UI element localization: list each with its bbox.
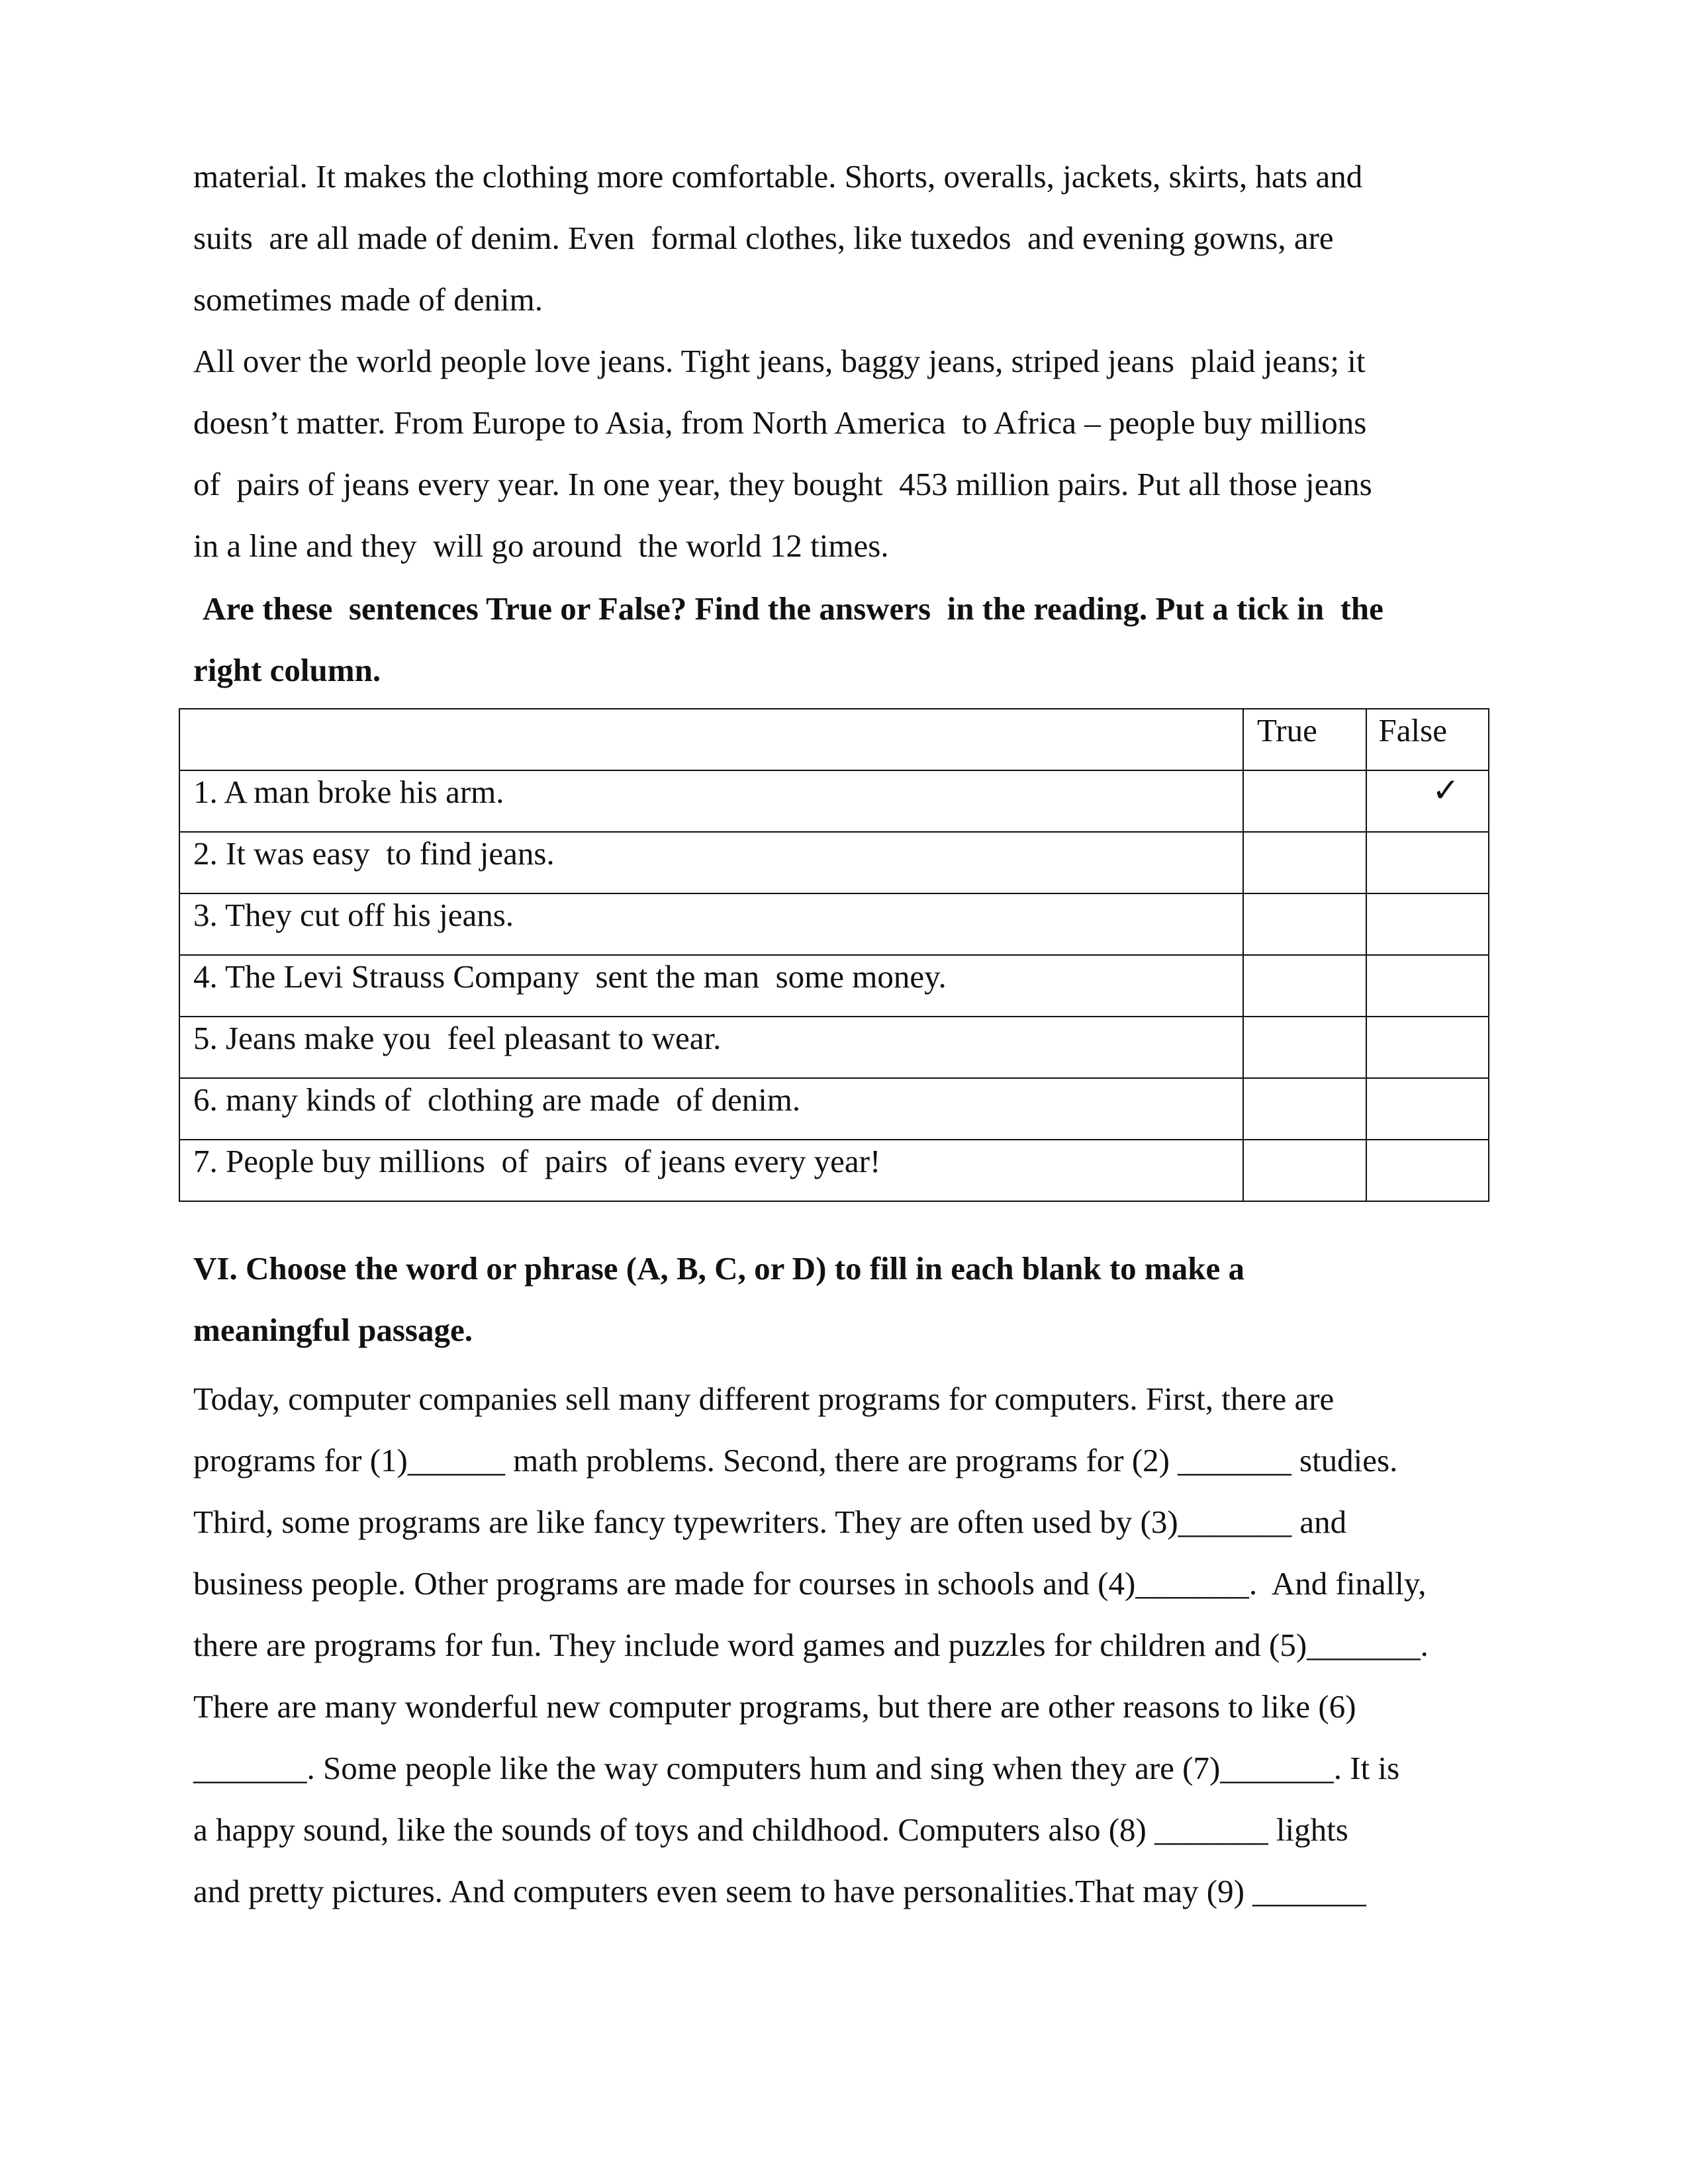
true-false-table [179,708,1489,1202]
true-tick-cell[interactable] [1243,955,1366,1017]
section-heading-line: VI. Choose the word or phrase (A, B, C, or D) to fill in each blank to make a [193,1250,1244,1287]
statement-cell: 3. They cut off his jeans. [179,893,1243,955]
passage-line: Third, some programs are like fancy typewriters. They are often used by (3)_______ and [193,1504,1347,1540]
table-row [179,832,1489,893]
table-row [179,893,1489,955]
statement-cell: 5. Jeans make you feel pleasant to wear. [179,1017,1243,1078]
true-tick-cell[interactable] [1243,1017,1366,1078]
true-tick-cell[interactable] [1243,770,1366,832]
table-row [179,1078,1489,1140]
header-true-cell: True [1243,709,1366,770]
statement-cell: 6. many kinds of clothing are made of denim. [179,1078,1243,1140]
table-row [179,1140,1489,1201]
false-tick-cell[interactable] [1366,955,1489,1017]
passage-line: There are many wonderful new computer programs, but there are other reasons to like (6) [193,1688,1356,1725]
true-tick-cell[interactable] [1243,1140,1366,1201]
false-tick-cell[interactable] [1366,1140,1489,1201]
header-false-cell: False [1366,709,1489,770]
table-header-row [179,709,1489,770]
section-vi-heading [193,1238,1544,1361]
statement-cell: 2. It was easy to find jeans. [179,832,1243,893]
passage-line: All over the world people love jeans. Tight jeans, baggy jeans, striped jeans plaid jeans; it [193,343,1366,379]
table-row [179,955,1489,1017]
statement-cell: 4. The Levi Strauss Company sent the man some money. [179,955,1243,1017]
false-tick-cell[interactable] [1366,893,1489,955]
passage-line: sometimes made of denim. [193,281,543,318]
statement-cell: 7. People buy millions of pairs of jeans every year! [179,1140,1243,1201]
passage-line: material. It makes the clothing more comfortable. Shorts, overalls, jackets, skirts, hats and [193,158,1363,195]
table-row [179,770,1489,832]
section-heading-line: meaningful passage. [193,1312,473,1348]
passage-line: _______. Some people like the way computers hum and sing when they are (7)_______. It is [193,1750,1400,1786]
passage-line: suits are all made of denim. Even formal clothes, like tuxedos and evening gowns, are [193,220,1334,256]
statement-cell: 1. A man broke his arm. [179,770,1243,832]
reading-passage-jeans [193,146,1544,576]
instruction-line: right column. [193,652,381,688]
false-tick-cell[interactable] [1366,1078,1489,1140]
check-mark-icon: ✓ [1432,772,1460,809]
passage-line: doesn’t matter. From Europe to Asia, from North America to Africa – people buy millions [193,404,1367,441]
table-row [179,1017,1489,1078]
passage-line: and pretty pictures. And computers even seem to have personalities.That may (9) _______ [193,1873,1366,1909]
instruction-line: Are these sentences True or False? Find the answers in the reading. Put a tick in the [203,590,1383,627]
passage-line: business people. Other programs are made for courses in schools and (4)_______. And finally, [193,1565,1427,1602]
false-tick-cell[interactable] [1366,1017,1489,1078]
true-tick-cell[interactable] [1243,1078,1366,1140]
passage-line: in a line and they will go around the world 12 times. [193,527,889,564]
true-tick-cell[interactable] [1243,893,1366,955]
false-tick-cell[interactable] [1366,770,1489,832]
true-tick-cell[interactable] [1243,832,1366,893]
passage-line: there are programs for fun. They include word games and puzzles for children and (5)_______. [193,1627,1429,1663]
header-statement-cell [179,709,1243,770]
passage-line: of pairs of jeans every year. In one year, they bought 453 million pairs. Put all those jeans [193,466,1372,502]
passage-line: programs for (1)______ math problems. Second, there are programs for (2) _______ studies. [193,1442,1398,1479]
passage-line: a happy sound, like the sounds of toys and childhood. Computers also (8) _______ lights [193,1811,1348,1848]
false-tick-cell[interactable] [1366,832,1489,893]
cloze-passage-computers [193,1368,1544,1922]
true-false-instruction [193,578,1544,701]
passage-line: Today, computer companies sell many different programs for computers. First, there are [193,1381,1335,1417]
